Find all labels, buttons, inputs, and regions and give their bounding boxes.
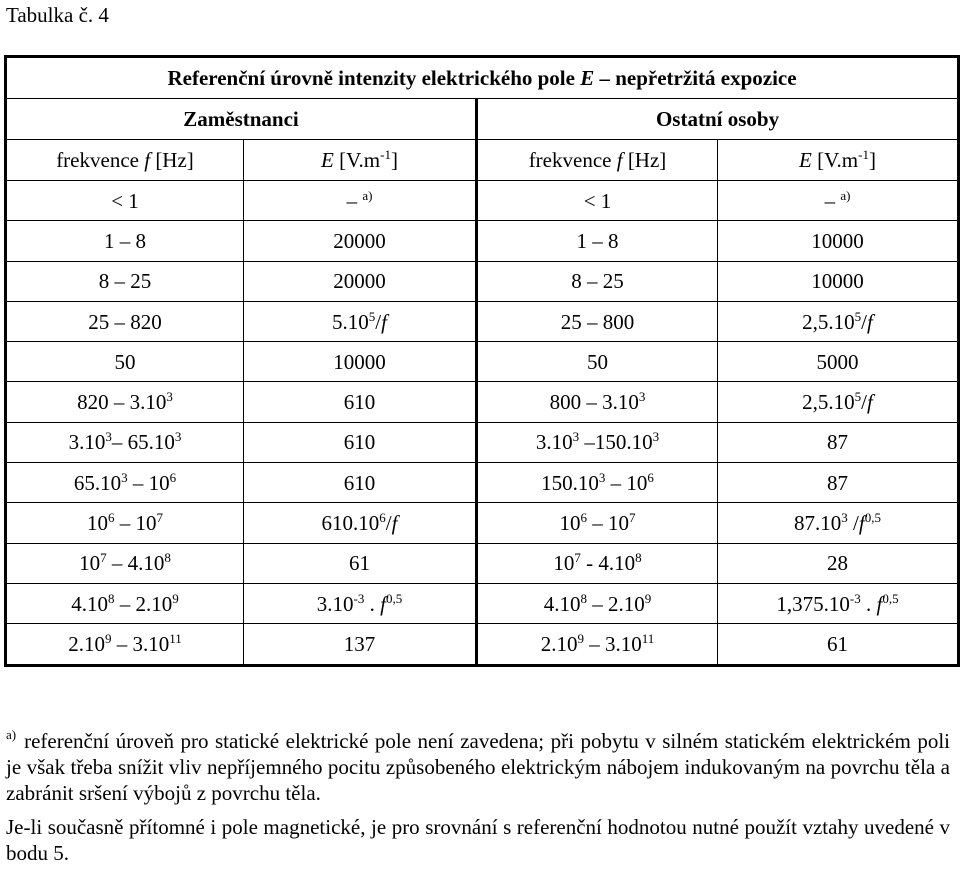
cell-field-employees: 137 — [244, 624, 477, 665]
cell-freq-others: 4.10$^8$ – 2.10$^9$ — [477, 583, 718, 623]
cell-freq-employees: $10^6 - 10^7$ — [6, 503, 244, 543]
table-row — [6, 422, 959, 462]
table-row — [6, 181, 959, 221]
cell-field-others: 87 — [718, 422, 959, 462]
group-others: Ostatní osoby — [477, 99, 959, 140]
col-header-frequency: frekvence f [Hz] — [6, 140, 244, 181]
table-row — [6, 221, 959, 261]
cell-freq-others: 2.10$^9$ – 3.10$^{11}$ — [477, 624, 718, 665]
column-header-row — [6, 140, 959, 181]
group-header-row — [6, 99, 959, 140]
cell-field-employees: 10000 — [244, 342, 477, 382]
cell-freq-employees: 2.10$^9$ – 3.10$^{11}$ — [6, 624, 244, 665]
cell-field-others: 5000 — [718, 342, 959, 382]
cell-field-employees: 20000 — [244, 261, 477, 301]
cell-field-employees: 610.10$^6$/f — [244, 503, 477, 543]
table-row — [6, 301, 959, 341]
magnetic-field-note: Je-li současně přítomné i pole magnetické, je pro srovnání s referenční hodnotou nutné použít vztahy uvedené v bodu 5. — [6, 815, 950, 865]
cell-field-others: 10000 — [718, 221, 959, 261]
cell-freq-others: $10^7 - 4.10^8$ — [477, 543, 718, 583]
cell-freq-others: $10^6 - 10^7$ — [477, 503, 718, 543]
cell-freq-others: 25 – 800 — [477, 301, 718, 341]
cell-freq-others: 1 – 8 — [477, 221, 718, 261]
cell-field-employees: 610 — [244, 422, 477, 462]
cell-freq-employees: 1 – 8 — [6, 221, 244, 261]
cell-field-others: 61 — [718, 624, 959, 665]
cell-field-others: 28 — [718, 543, 959, 583]
cell-field-employees: 61 — [244, 543, 477, 583]
cell-freq-others: 3.10$^3$ –150.10$^3$ — [477, 422, 718, 462]
table-caption: Tabulka č. 4 — [6, 3, 109, 27]
footnote-a — [6, 722, 950, 806]
footnote-mark: a) — [6, 727, 17, 742]
cell-field-others: 10000 — [718, 261, 959, 301]
cell-field-others: $1,375.10^{-3}$ . $f^{0,5}$ — [718, 583, 959, 623]
table-row — [6, 261, 959, 301]
col-header-frequency: frekvence f [Hz] — [477, 140, 718, 181]
footnotes — [6, 722, 950, 866]
cell-freq-employees: 50 — [6, 342, 244, 382]
cell-freq-employees: $10^7 - 4.10^8$ — [6, 543, 244, 583]
cell-field-others: 87 — [718, 463, 959, 503]
table-row — [6, 543, 959, 583]
cell-field-others: 87.10$^3$ $/f^{0,5}$ — [718, 503, 959, 543]
footnote-text: referenční úroveň pro statické elektrické pole není zavedena; při pobytu v silném statickém elektrickém poli je však třeba snížit vliv nepříjemného pocitu způsobeného elektrickým nábojem indukovaným na povrchu těla a zabránit sršení výbojů z povrchu těla. — [6, 729, 950, 805]
cell-freq-employees: 8 – 25 — [6, 261, 244, 301]
cell-freq-others: < 1 — [477, 181, 718, 221]
cell-freq-others: 800 – 3.10$^3$ — [477, 382, 718, 422]
table-row — [6, 463, 959, 503]
cell-field-employees: 610 — [244, 463, 477, 503]
col-header-field: E $[V.m^{-1}]$ — [718, 140, 959, 181]
cell-freq-employees: $65.10^3 - 10^6$ — [6, 463, 244, 503]
group-employees: Zaměstnanci — [6, 99, 477, 140]
cell-field-employees: $3.10^{-3}$ . $f^{0,5}$ — [244, 583, 477, 623]
cell-field-others: 2,5.10$^5$/f — [718, 382, 959, 422]
table-title-row — [6, 57, 959, 99]
cell-freq-employees: 820 – 3.10$^3$ — [6, 382, 244, 422]
cell-field-employees: 610 — [244, 382, 477, 422]
col-header-field: E $[V.m^{-1}]$ — [244, 140, 477, 181]
cell-field-others: 2,5.10$^5$/f — [718, 301, 959, 341]
cell-freq-employees: 25 – 820 — [6, 301, 244, 341]
cell-freq-others: 50 — [477, 342, 718, 382]
table-row — [6, 624, 959, 665]
table-row — [6, 342, 959, 382]
cell-freq-others: $150.10^3 - 10^6$ — [477, 463, 718, 503]
cell-field-employees: – $^{a)}$ — [244, 181, 477, 221]
cell-field-others: – $^{a)}$ — [718, 181, 959, 221]
cell-field-employees: 5.10$^5$/f — [244, 301, 477, 341]
cell-freq-employees: 3.10$^3$– 65.10$^3$ — [6, 422, 244, 462]
table-title: Referenční úrovně intenzity elektrického pole E – nepřetržitá expozice — [6, 57, 959, 99]
table-row — [6, 503, 959, 543]
cell-freq-employees: < 1 — [6, 181, 244, 221]
cell-field-employees: 20000 — [244, 221, 477, 261]
reference-levels-table — [4, 55, 960, 667]
cell-freq-employees: 4.10$^8$ – 2.10$^9$ — [6, 583, 244, 623]
table-row — [6, 583, 959, 623]
table-row — [6, 382, 959, 422]
cell-freq-others: 8 – 25 — [477, 261, 718, 301]
